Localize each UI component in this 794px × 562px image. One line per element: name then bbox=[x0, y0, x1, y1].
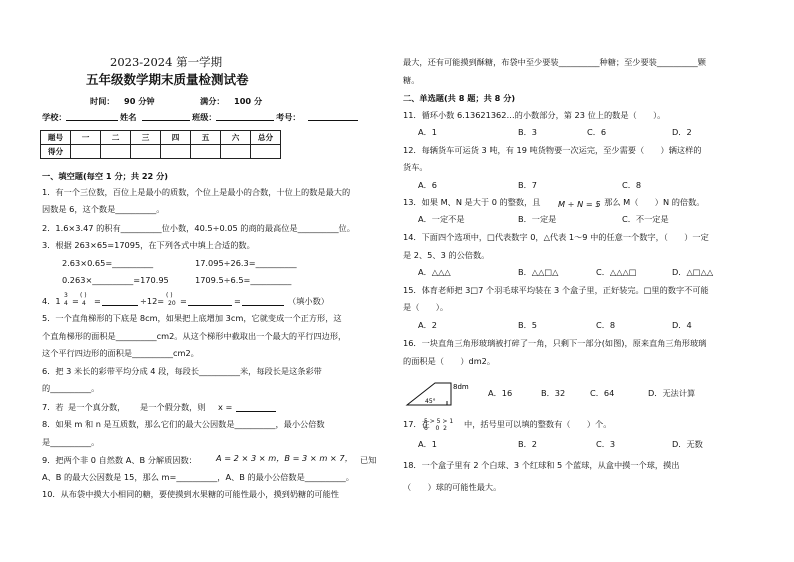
option-c[interactable]: C．△△△□ bbox=[596, 267, 637, 277]
question-line: 15．体育老师把 3□7 个羽毛球平均装在 3 个盒子里，正好装完。□里的数字不可能 bbox=[403, 285, 709, 295]
exam-page: 2023-2024 第一学期 五年级数学期末质量检测试卷 时间： 90 分钟 满分： 100 分 学校： 姓名 班级： 考号： 题号 一 二 三 四 五 六 总分 得分 一、填空题(每空 1 分；共 22 分) 1．有一个三位数，百位上是最小的质数，个位上是最小的合数，十位上的数是最大的 因数是 6，这个数是__________。 2．1.6×3.47 的积有__________位小数，40.5÷0.05 的商的最高位是__________位。 3．根据 263×65=17095，在下列各式中填上合适的数。 2.63×0.65=__________ 17.095÷26.3=__________ 0.263×__________=170.95 1709.5÷6.5=__________ 4．1 3 4 = ( ) 4 = ÷12= ( ) 20 = = （填小数） 5．一个直角梯形的下底是 8cm，如果把上底增加 3cm，它就变成一个正方形，这 个直角梯形的面积是__________cm2。从这个梯形中截取出一个最大的平行四边形， 这个平行四边形的面积是__________cm2。 6．把 3 米长的彩带平均分成 4 段，每段长__________米，每段长是这条彩带 的__________。 7．若 是一个真分数， 是一个假分数，则 x = 8．如果 m 和 n 是互质数，那么它们的最大公因数是__________，最小公倍数 是__________。 9．把两个非 0 自然数 A、B 分解质因数： A = 2 × 3 × m，B = 3 × m × 7， 已知 A、B 的最大公因数是 15，那么 m=__________，A、B 的最小公倍数是__________。 10．从布袋中摸大小相同的糖，要使摸到水果糖的可能性最小，摸到奶糖的可能性 最大，还有可能摸到酥糖，布袋中至少要装__________种糖；至少要装__________颗 糖。 二、单选题(共 8 题；共 8 分) 11．循环小数 6.13621362…的小数部分，第 23 位上的数是（ ）。 A．1 B．3 C．6 D．2 12．每辆货车可运货 3 吨，有 19 吨货物要一次运完，至少需要（ ）辆这样的 货车。 A．6 B．7 C．8 13．如果 M、N 是大于 0 的整数，且 M ÷ N = 5 ，那么 M（ ）N 的倍数。 A．一定不是 B．一定是 C．不一定是 14．下面四个选项中，□代表数字 0，△代表 1～9 中的任意一个数字，（ ）一定 是 2、5、3 的公倍数。 A．△△△ B．△△□△ C．△△△□ D．△□△△ 15．体育老师把 3□7 个羽毛球平均装在 3 个盒子里，正好装完。□里的数字不可能 是（ ）。 A．2 B．5 C．8 D．4 16．一块直角三角形玻璃被打碎了一角，只剩下一部分(如图)，原来直角三角形玻璃 的面积是（ ）dm2。 8dm 45° A．16 B．32 C．64 D．无法计算 17．在 5 > 5 > 1 6 0 2 中，括号里可以填的整数有（ ）个。 A．1 B．2 C．3 D．无数 18．一个盒子里有 2 个白球、3 个红球和 5 个蓝球，从盒中摸一个球，摸出 （ ）球的可能性最大。 bbox=[42, 55, 714, 499]
question-9-formula: A = 2 × 3 × m，B = 3 × m × 7， bbox=[216, 453, 353, 463]
score-cell: 得分 bbox=[41, 145, 71, 159]
score-cell: 总分 bbox=[251, 131, 281, 145]
score-input-cell[interactable] bbox=[71, 145, 101, 159]
question-line: 0.263×__________=170.95 bbox=[62, 275, 169, 285]
score-table-score-row bbox=[41, 145, 281, 159]
option-b[interactable]: B．2 bbox=[518, 439, 538, 449]
answer-blank[interactable] bbox=[242, 296, 284, 306]
question-4-number: 4．1 bbox=[42, 296, 61, 306]
option-a[interactable]: A．△△△ bbox=[418, 267, 451, 277]
question-17-text-end: 中，括号里可以填的整数有（ ）个。 bbox=[464, 419, 612, 429]
question-line: 17.095÷26.3=__________ bbox=[195, 258, 297, 268]
score-cell: 一 bbox=[71, 131, 101, 145]
option-c[interactable]: C．3 bbox=[596, 439, 616, 449]
question-line: 16．一块直角三角形玻璃被打碎了一角，只剩下一部分(如图)，原来直角三角形玻璃 bbox=[403, 338, 707, 348]
fraction-denominator: 4 bbox=[82, 300, 86, 307]
question-9-tail: 已知 bbox=[360, 455, 377, 465]
score-input-cell[interactable] bbox=[131, 145, 161, 159]
question-7-text: 是一个假分数，则 bbox=[140, 402, 206, 412]
question-7-text: 是一个真分数， bbox=[68, 402, 126, 412]
question-line: 的__________。 bbox=[42, 383, 100, 393]
fraction-denominator: 20 bbox=[168, 300, 176, 307]
question-line: 是 2、5、3 的公倍数。 bbox=[403, 250, 490, 260]
side-label: 8dm bbox=[453, 383, 469, 391]
score-cell: 六 bbox=[221, 131, 251, 145]
school-field[interactable] bbox=[66, 111, 118, 121]
option-c[interactable]: C．6 bbox=[587, 127, 607, 137]
fraction-numerator: 3 bbox=[64, 292, 68, 299]
exam-no-field[interactable] bbox=[308, 111, 358, 121]
question-line: 1．有一个三位数，百位上是最小的质数，个位上是最小的合数，十位上的数是最大的 bbox=[42, 187, 351, 197]
question-7-number: 7．若 bbox=[42, 402, 64, 412]
score-cell: 五 bbox=[191, 131, 221, 145]
answer-blank[interactable] bbox=[188, 296, 232, 306]
question-line: 因数是 6，这个数是__________。 bbox=[42, 204, 165, 214]
score-cell: 三 bbox=[131, 131, 161, 145]
question-line: 糖。 bbox=[403, 75, 420, 85]
question-13-text: 13．如果 M、N 是大于 0 的整数，且 bbox=[403, 197, 541, 207]
fraction-denominator: 4 bbox=[64, 300, 68, 307]
question-line: 11．循环小数 6.13621362…的小数部分，第 23 位上的数是（ ）。 bbox=[403, 110, 666, 120]
option-c[interactable]: C．不一定是 bbox=[622, 214, 669, 224]
time-label: 时间： bbox=[90, 96, 115, 106]
option-a[interactable]: A．2 bbox=[418, 320, 437, 330]
question-line: 2.63×0.65=__________ bbox=[62, 258, 154, 268]
option-d[interactable]: D．无数 bbox=[672, 439, 703, 449]
option-a[interactable]: A．1 bbox=[418, 439, 437, 449]
score-input-cell[interactable] bbox=[251, 145, 281, 159]
section-1-heading: 一、填空题(每空 1 分；共 22 分) bbox=[42, 171, 169, 181]
question-line: 10．从布袋中摸大小相同的糖，要使摸到水果糖的可能性最小，摸到奶糖的可能性 bbox=[42, 489, 339, 499]
option-a[interactable]: A．一定不是 bbox=[418, 214, 465, 224]
option-b[interactable]: B．7 bbox=[518, 180, 538, 190]
score-input-cell[interactable] bbox=[191, 145, 221, 159]
question-line: 的面积是（ ）dm2。 bbox=[403, 356, 496, 366]
option-b[interactable]: B．3 bbox=[518, 127, 538, 137]
option-a[interactable]: A．6 bbox=[418, 180, 437, 190]
option-c[interactable]: C．8 bbox=[596, 320, 616, 330]
score-cell: 二 bbox=[101, 131, 131, 145]
question-13-text-end: ，那么 M（ ）N 的倍数。 bbox=[596, 197, 705, 207]
broken-triangle-figure bbox=[405, 375, 475, 409]
class-label: 班级： bbox=[192, 112, 217, 122]
question-17-text: 17．在 bbox=[403, 419, 430, 429]
question-13-formula: M ÷ N = 5 bbox=[558, 199, 601, 209]
fraction-numerator: ( ) bbox=[80, 292, 87, 299]
score-cell: 四 bbox=[161, 131, 191, 145]
class-field[interactable] bbox=[216, 111, 274, 121]
option-c[interactable]: C．64 bbox=[590, 388, 615, 398]
question-line: 8．如果 m 和 n 是互质数，那么它们的最大公因数是__________，最小公倍数 bbox=[42, 419, 325, 429]
school-label: 学校： bbox=[42, 112, 67, 122]
question-line: A、B 的最大公因数是 15，那么 m=__________，A、B 的最小公倍数是__________。 bbox=[42, 472, 354, 482]
question-line: 货车。 bbox=[403, 162, 428, 172]
question-line: 1709.5÷6.5=__________ bbox=[195, 275, 292, 285]
option-d[interactable]: D．4 bbox=[672, 320, 692, 330]
question-line: 这个平行四边形的面积是__________cm2。 bbox=[42, 348, 199, 358]
full-score-label: 满分： bbox=[200, 96, 225, 106]
score-cell: 题号 bbox=[41, 131, 71, 145]
option-b[interactable]: B．一定是 bbox=[518, 214, 557, 224]
option-a[interactable]: A．1 bbox=[418, 127, 437, 137]
name-field[interactable] bbox=[142, 111, 190, 121]
answer-blank[interactable] bbox=[236, 402, 276, 412]
question-4-tail: （填小数） bbox=[288, 296, 329, 306]
question-line: 是__________。 bbox=[42, 437, 100, 447]
name-label: 姓名 bbox=[120, 112, 137, 122]
exam-title: 五年级数学期末质量检测试卷 bbox=[86, 72, 249, 87]
question-9-text: 9．把两个非 0 自然数 A、B 分解质因数： bbox=[42, 455, 197, 465]
question-line: 2．1.6×3.47 的积有__________位小数，40.5÷0.05 的商的最高位是__________位。 bbox=[42, 223, 355, 233]
full-score-value: 100 分 bbox=[234, 96, 263, 106]
fraction-numerator: ( ) bbox=[166, 292, 173, 299]
angle-label: 45° bbox=[425, 398, 436, 405]
score-input-cell[interactable] bbox=[161, 145, 191, 159]
option-d[interactable]: D．△□△△ bbox=[672, 267, 714, 277]
question-line: 是（ ）。 bbox=[403, 302, 449, 312]
option-d[interactable]: D．无法计算 bbox=[648, 388, 696, 398]
score-table-header-row bbox=[41, 131, 281, 145]
question-line: （ ）球的可能性最大。 bbox=[403, 482, 502, 492]
option-d[interactable]: D．2 bbox=[672, 127, 692, 137]
question-line: 5．一个直角梯形的下底是 8cm，如果把上底增加 3cm，它就变成一个正方形，这 bbox=[42, 313, 342, 323]
exam-no-label: 考号： bbox=[276, 112, 301, 122]
section-2-heading: 二、单选题(共 8 题；共 8 分) bbox=[403, 93, 516, 103]
question-line: 3．根据 263×65=17095，在下列各式中填上合适的数。 bbox=[42, 240, 255, 250]
question-line: 12．每辆货车可运货 3 吨，有 19 吨货物要一次运完，至少需要（ ）辆这样的 bbox=[403, 145, 702, 155]
score-table bbox=[40, 130, 281, 159]
option-b[interactable]: B．△△□△ bbox=[518, 267, 559, 277]
option-c[interactable]: C．8 bbox=[622, 180, 642, 190]
option-b[interactable]: B．32 bbox=[541, 388, 566, 398]
time-value: 90 分钟 bbox=[124, 96, 155, 106]
score-input-cell[interactable] bbox=[221, 145, 251, 159]
question-line: 18．一个盒子里有 2 个白球、3 个红球和 5 个蓝球，从盒中摸一个球，摸出 bbox=[403, 460, 680, 470]
question-line: 最大，还有可能摸到酥糖，布袋中至少要装__________种糖；至少要装__________颗 bbox=[403, 57, 706, 67]
question-line: 14．下面四个选项中，□代表数字 0，△代表 1～9 中的任意一个数字，（ ）一定 bbox=[403, 232, 709, 242]
school-year: 2023-2024 第一学期 bbox=[110, 55, 223, 69]
answer-blank[interactable] bbox=[102, 296, 138, 306]
question-line: 6．把 3 米长的彩带平均分成 4 段，每段长__________米，每段长是这条彩带 bbox=[42, 366, 322, 376]
question-line: 个直角梯形的面积是__________cm2。从这个梯形中截取出一个最大的平行四边形， bbox=[42, 331, 347, 341]
option-a[interactable]: A．16 bbox=[488, 388, 513, 398]
score-input-cell[interactable] bbox=[101, 145, 131, 159]
option-b[interactable]: B．5 bbox=[518, 320, 538, 330]
